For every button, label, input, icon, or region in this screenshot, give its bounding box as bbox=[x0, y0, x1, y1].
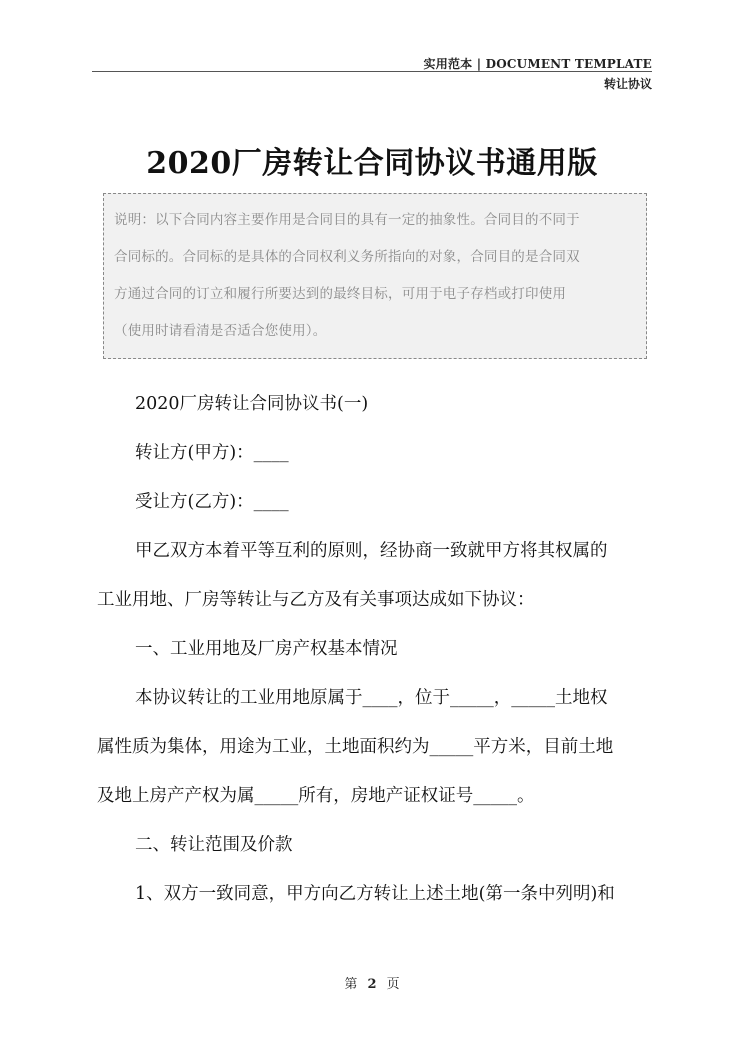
clause-1-line: 1、双方一致同意，甲方向乙方转让上述土地(第一条中列明)和 bbox=[135, 884, 615, 904]
party-b-line: 受让方(乙方)：____ bbox=[135, 492, 289, 512]
section1-line: 本协议转让的工业用地原属于____，位于_____，_____土地权 bbox=[135, 688, 608, 708]
party-a-line: 转让方(甲方)：____ bbox=[135, 443, 289, 463]
intro-line: 工业用地、厂房等转让与乙方及有关事项达成如下协议： bbox=[97, 590, 535, 610]
notice-line: 方通过合同的订立和履行所要达到的最终目标，可用于电子存档或打印使用 bbox=[114, 286, 567, 302]
page-number: 2 bbox=[367, 977, 377, 992]
section1-heading: 一、工业用地及厂房产权基本情况 bbox=[135, 639, 398, 659]
section1-line: 属性质为集体，用途为工业，土地面积约为_____平方米，目前土地 bbox=[97, 737, 614, 757]
page-footer bbox=[0, 973, 744, 992]
notice-line: （使用时请看清是否适合您使用）。 bbox=[114, 323, 327, 339]
section1-line: 及地上房产产权为属_____所有，房地产证权证号_____。 bbox=[97, 786, 535, 806]
header-brand: 实用范本 | DOCUMENT TEMPLATE bbox=[423, 57, 652, 71]
notice-line: 说明：以下合同内容主要作用是合同目的具有一定的抽象性。合同目的不同于 bbox=[114, 212, 580, 228]
section2-heading: 二、转让范围及价款 bbox=[135, 835, 293, 855]
footer-suffix: 页 bbox=[386, 977, 400, 992]
notice-line: 合同标的。合同标的是具体的合同权利义务所指向的对象，合同目的是合同双 bbox=[114, 249, 580, 265]
header-rule bbox=[92, 71, 652, 72]
footer-prefix: 第 bbox=[344, 977, 358, 992]
notice-box bbox=[103, 193, 647, 359]
header-subtitle: 转让协议 bbox=[603, 77, 652, 91]
document-title: 2020厂房转让合同协议书通用版 bbox=[146, 146, 598, 181]
intro-line: 甲乙双方本着平等互利的原则，经协商一致就甲方将其权属的 bbox=[135, 541, 608, 561]
contract-subtitle: 2020厂房转让合同协议书(一) bbox=[135, 394, 369, 414]
